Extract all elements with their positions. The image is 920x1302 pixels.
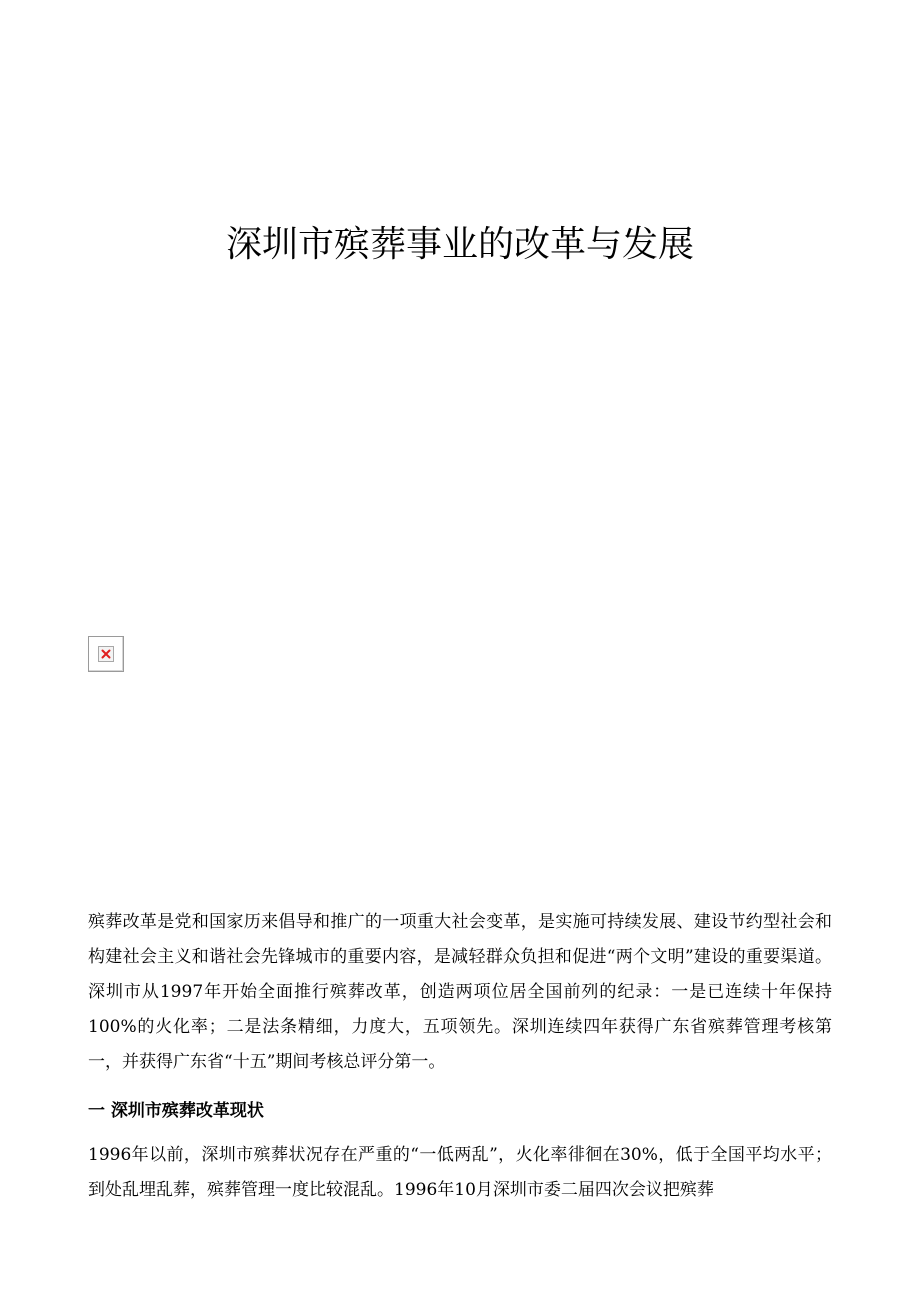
- section-heading: 一 深圳市殡葬改革现状: [88, 1101, 264, 1121]
- image-placeholder-frame: [98, 646, 114, 662]
- section-paragraph: 1996年以前，深圳市殡葬状况存在严重的“一低两乱”，火化率徘徊在30%，低于全国平均水平；到处乱埋乱葬，殡葬管理一度比较混乱。1996年10月深圳市委二届四次会议把殡葬: [88, 1145, 832, 1200]
- intro-paragraph: 殡葬改革是党和国家历来倡导和推广的一项重大社会变革，是实施可持续发展、建设节约型社会和构建社会主义和谐社会先锋城市的重要内容，是减轻群众负担和促进“两个文明”建设的重要渠道。深圳市从1997年开始全面推行殡葬改革，创造两项位居全国前列的纪录：一是已连续十年保持100%的火化率；二是法条精细，力度大，五项领先。深圳连续四年获得广东省殡葬管理考核第一，并获得广东省“十五”期间考核总评分第一。: [88, 912, 832, 1072]
- document-title: 深圳市殡葬事业的改革与发展: [225, 224, 694, 265]
- red-x-icon: [101, 649, 111, 659]
- broken-image-icon: [88, 636, 124, 672]
